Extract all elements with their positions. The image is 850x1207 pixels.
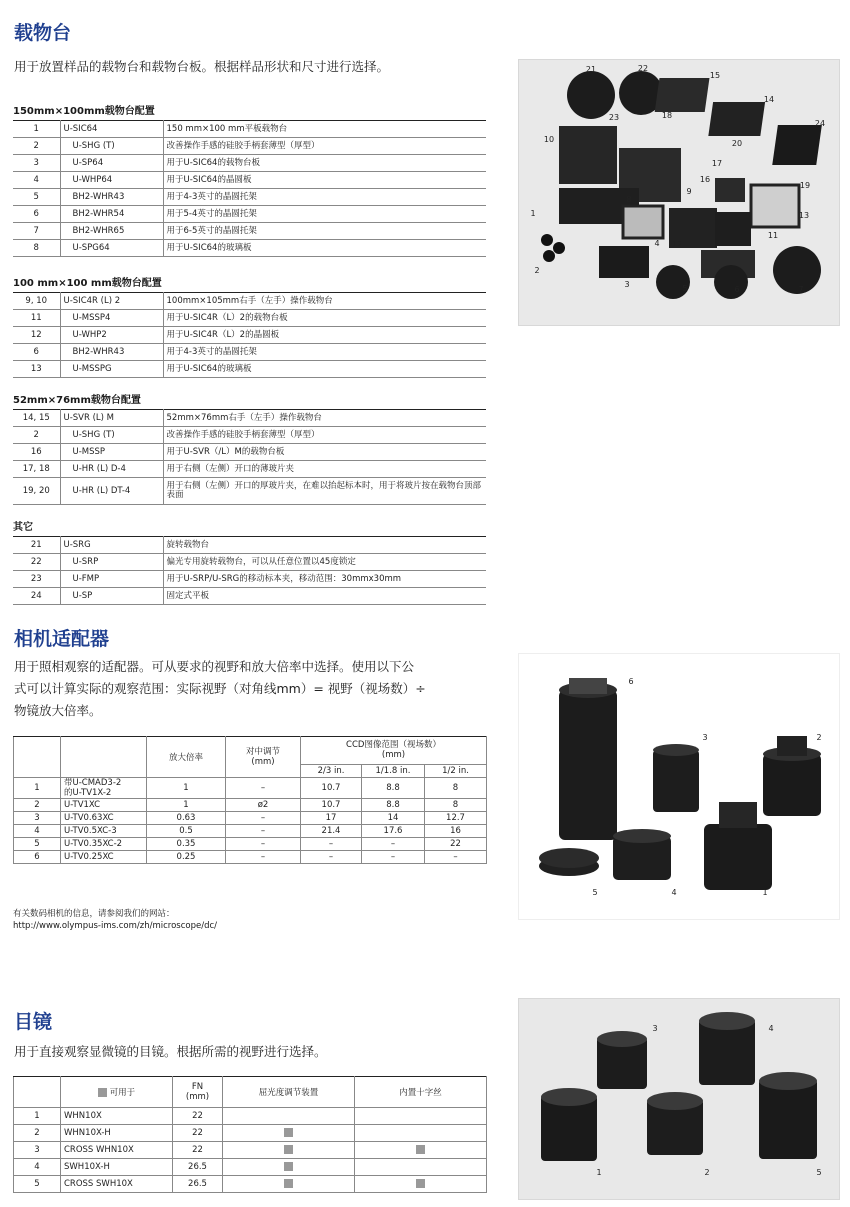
item-number: 6 — [13, 206, 60, 223]
ccd-118-value: 17.6 — [362, 825, 425, 838]
fn-value: 22 — [173, 1125, 223, 1142]
available-mark-icon — [284, 1162, 293, 1171]
camera-adapter-table — [13, 736, 487, 864]
item-number: 3 — [14, 812, 61, 825]
fn-value: 26.5 — [173, 1159, 223, 1176]
centering-value: – — [226, 778, 301, 799]
photo-callout-label: 9 — [686, 187, 692, 196]
item-description: 用于U-SRP/U-SRG的移动标本夹，移动范围：30mmx30mm — [163, 571, 486, 588]
crosshair-cell — [355, 1159, 487, 1176]
photo-callout-label: 11 — [767, 231, 779, 240]
ccd-118-value: – — [362, 851, 425, 864]
stage-config-table — [13, 536, 486, 605]
item-number: 9, 10 — [13, 293, 60, 310]
crosshair-cell — [355, 1176, 487, 1193]
item-number: 19, 20 — [13, 478, 60, 505]
table-row — [13, 478, 486, 505]
available-mark-icon — [284, 1128, 293, 1137]
available-mark-icon — [416, 1179, 425, 1188]
table-row — [13, 444, 486, 461]
stage-config-label: 其它 — [13, 522, 33, 533]
camera-header-magnification: 放大倍率 — [147, 737, 226, 778]
photo-callout-label: 7 — [798, 285, 804, 294]
photo-callout-label: 12 — [671, 240, 683, 249]
photo-callout-label: 24 — [814, 119, 826, 128]
crosshair-cell — [355, 1125, 487, 1142]
table-row — [14, 778, 487, 799]
table-row — [13, 571, 486, 588]
item-description: 用于4-3英寸的晶圆托架 — [163, 344, 486, 361]
ccd-118-value: 8.8 — [362, 799, 425, 812]
table-row — [13, 344, 486, 361]
model-name: U-MSSP — [60, 444, 163, 461]
available-mark-icon — [284, 1145, 293, 1154]
item-description: 100mm×105mm右手（左手）操作载物台 — [163, 293, 486, 310]
model-name: U-SRP — [60, 554, 163, 571]
eyepiece-header-usable — [61, 1077, 173, 1108]
item-description: 用于U-SVR（/L）M的载物台板 — [163, 444, 486, 461]
stage-intro: 用于放置样品的载物台和载物台板。根据样品形状和尺寸进行选择。 — [14, 59, 390, 74]
item-number: 3 — [14, 1142, 61, 1159]
model-name: U-TV0.35XC-2 — [61, 838, 147, 851]
table-row — [13, 223, 486, 240]
camera-note-text: 有关数码相机的信息，请参阅我们的网站： — [13, 909, 175, 919]
ccd-23-value: 10.7 — [301, 799, 362, 812]
eyepiece-header-crosshair: 内置十字丝 — [355, 1077, 487, 1108]
photo-callout-label: 16 — [699, 175, 711, 184]
photo-callout-label: 6 — [734, 285, 740, 294]
eyepiece-product-photo — [518, 998, 840, 1200]
photo-callout-label: 13 — [798, 211, 810, 220]
item-number: 24 — [13, 588, 60, 605]
model-name: U-SVR (L) M — [60, 410, 163, 427]
table-row — [13, 155, 486, 172]
item-number: 5 — [14, 1176, 61, 1193]
item-number: 5 — [14, 838, 61, 851]
item-number: 1 — [13, 121, 60, 138]
ccd-118-value: 14 — [362, 812, 425, 825]
table-row — [13, 361, 486, 378]
crosshair-cell — [355, 1142, 487, 1159]
item-description: 用于右侧（左侧）开口的厚玻片夹，在难以抬起标本时，用于将玻片按在载物台顶部表面 — [163, 478, 486, 505]
camera-header-ccd-23: 2/3 in. — [301, 764, 362, 777]
diopter-cell — [223, 1125, 355, 1142]
available-mark-icon — [416, 1145, 425, 1154]
stage-config-table — [13, 409, 486, 505]
crosshair-cell — [355, 1108, 487, 1125]
photo-callout-label: 10 — [543, 135, 555, 144]
eyepiece-header-usable-label: 可用于 — [109, 1088, 136, 1098]
item-number: 6 — [13, 344, 60, 361]
eyepiece-section-title: 目镜 — [14, 1011, 53, 1033]
centering-value: – — [226, 851, 301, 864]
item-number: 6 — [14, 851, 61, 864]
model-name: BH2-WHR54 — [60, 206, 163, 223]
model-name: U-WHP64 — [60, 172, 163, 189]
table-row — [14, 825, 487, 838]
eyepiece-header-blank — [14, 1077, 61, 1108]
photo-callout-label: 4 — [654, 239, 660, 248]
diopter-cell — [223, 1108, 355, 1125]
ccd-12-value: 8 — [425, 799, 487, 812]
camera-note-url[interactable]: http://www.olympus-ims.com/zh/microscope/dc/ — [13, 921, 218, 931]
photo-callout-label: 21 — [585, 65, 597, 74]
camera-intro-line: 物镜放大倍率。 — [14, 703, 102, 718]
table-row — [13, 461, 486, 478]
table-row — [14, 1108, 487, 1125]
item-description: 用于U-SIC64的玻璃板 — [163, 240, 486, 257]
item-description: 用于U-SIC64的载物台板 — [163, 155, 486, 172]
photo-callout-label: 6 — [628, 677, 634, 686]
item-number: 16 — [13, 444, 60, 461]
ccd-23-value: – — [301, 851, 362, 864]
table-row — [14, 1125, 487, 1142]
table-row — [13, 427, 486, 444]
item-description: 用于右侧（左侧）开口的薄玻片夹 — [163, 461, 486, 478]
item-description: 旋转载物台 — [163, 537, 486, 554]
table-row — [13, 121, 486, 138]
diopter-cell — [223, 1159, 355, 1176]
photo-callout-label: 20 — [731, 139, 743, 148]
stage-config-label: 52mm×76mm载物台配置 — [13, 395, 141, 406]
photo-callout-label: 3 — [702, 733, 708, 742]
model-name: U-SIC4R (L) 2 — [60, 293, 163, 310]
magnification-value: 0.35 — [147, 838, 226, 851]
eyepiece-table — [13, 1076, 487, 1193]
model-name: 带U-CMAD3-2 的U-TV1X-2 — [61, 778, 147, 799]
camera-header-ccd-118: 1/1.8 in. — [362, 764, 425, 777]
item-number: 1 — [14, 1108, 61, 1125]
model-name: BH2-WHR43 — [60, 344, 163, 361]
table-row — [13, 588, 486, 605]
photo-callout-label: 5 — [816, 1168, 822, 1177]
stage-section-title: 载物台 — [14, 22, 72, 44]
stage-config-label: 100 mm×100 mm载物台配置 — [13, 278, 162, 289]
table-row — [13, 410, 486, 427]
photo-callout-label: 1 — [530, 209, 536, 218]
camera-header-blank — [61, 737, 147, 778]
item-number: 12 — [13, 327, 60, 344]
item-number: 22 — [13, 554, 60, 571]
centering-value: – — [226, 812, 301, 825]
model-name: U-MSSPG — [60, 361, 163, 378]
model-name: U-SPG64 — [60, 240, 163, 257]
eyepiece-header-fn: FN (mm) — [173, 1077, 223, 1108]
item-number: 2 — [14, 1125, 61, 1142]
model-name: CROSS WHN10X — [61, 1142, 173, 1159]
ccd-12-value: 8 — [425, 778, 487, 799]
table-row — [13, 293, 486, 310]
table-row — [14, 1159, 487, 1176]
model-name: U-SP — [60, 588, 163, 605]
stage-photo-illustration — [519, 60, 839, 325]
item-number: 4 — [14, 1159, 61, 1176]
model-name: CROSS SWH10X — [61, 1176, 173, 1193]
magnification-value: 1 — [147, 799, 226, 812]
model-name: U-WHP2 — [60, 327, 163, 344]
item-description: 固定式平板 — [163, 588, 486, 605]
ccd-12-value: 22 — [425, 838, 487, 851]
diopter-cell — [223, 1176, 355, 1193]
model-name: U-TV1XC — [61, 799, 147, 812]
stage-config-table — [13, 120, 486, 257]
item-number: 7 — [13, 223, 60, 240]
photo-callout-label: 1 — [762, 888, 768, 897]
photo-callout-label: 5 — [682, 284, 688, 293]
photo-callout-label: 19 — [799, 181, 811, 190]
item-number: 3 — [13, 155, 60, 172]
photo-callout-label: 14 — [763, 95, 775, 104]
camera-header-ccd: CCD图像范围（视场数） (mm) — [301, 737, 487, 765]
item-description: 用于U-SIC64的晶圆板 — [163, 172, 486, 189]
item-number: 2 — [14, 799, 61, 812]
item-number: 8 — [13, 240, 60, 257]
item-description: 改善操作手感的硅胶手柄套薄型（厚型） — [163, 138, 486, 155]
item-description: 用于U-SIC4R（L）2的载物台板 — [163, 310, 486, 327]
eyepiece-photo-illustration — [519, 999, 839, 1199]
item-description: 用于6-5英寸的晶圆托架 — [163, 223, 486, 240]
fn-value: 22 — [173, 1108, 223, 1125]
photo-callout-label: 3 — [624, 280, 630, 289]
eyepiece-intro: 用于直接观察显微镜的目镜。根据所需的视野进行选择。 — [14, 1044, 327, 1059]
model-name: U-SHG (T) — [60, 138, 163, 155]
square-mark-icon — [98, 1088, 107, 1097]
item-number: 5 — [13, 189, 60, 206]
ccd-23-value: 10.7 — [301, 778, 362, 799]
ccd-12-value: 16 — [425, 825, 487, 838]
ccd-23-value: – — [301, 838, 362, 851]
model-name: SWH10X-H — [61, 1159, 173, 1176]
table-row — [13, 240, 486, 257]
table-row — [14, 812, 487, 825]
item-number: 2 — [13, 427, 60, 444]
model-name: WHN10X — [61, 1108, 173, 1125]
ccd-23-value: 21.4 — [301, 825, 362, 838]
photo-callout-label: 8 — [626, 195, 632, 204]
table-row — [13, 327, 486, 344]
item-description: 用于5-4英寸的晶圆托架 — [163, 206, 486, 223]
centering-value: ø2 — [226, 799, 301, 812]
model-name: U-SRG — [60, 537, 163, 554]
camera-photo-illustration — [519, 654, 839, 919]
table-row — [13, 206, 486, 223]
model-name: U-HR (L) DT-4 — [60, 478, 163, 505]
item-description: 52mm×76mm右手（左手）操作载物台 — [163, 410, 486, 427]
model-name: BH2-WHR43 — [60, 189, 163, 206]
camera-section-title: 相机适配器 — [14, 628, 110, 650]
photo-callout-label: 18 — [661, 111, 673, 120]
table-row — [14, 1142, 487, 1159]
item-description: 150 mm×100 mm平板载物台 — [163, 121, 486, 138]
item-number: 21 — [13, 537, 60, 554]
table-row — [13, 138, 486, 155]
photo-callout-label: 4 — [671, 888, 677, 897]
item-number: 11 — [13, 310, 60, 327]
item-description: 用于4-3英寸的晶圆托架 — [163, 189, 486, 206]
ccd-12-value: – — [425, 851, 487, 864]
ccd-12-value: 12.7 — [425, 812, 487, 825]
photo-callout-label: 2 — [816, 733, 822, 742]
table-row — [14, 838, 487, 851]
photo-callout-label: 15 — [709, 71, 721, 80]
item-description: 用于U-SIC64的玻璃板 — [163, 361, 486, 378]
camera-header-centering: 对中调节 (mm) — [226, 737, 301, 778]
camera-intro — [14, 656, 494, 722]
model-name: U-TV0.63XC — [61, 812, 147, 825]
photo-callout-label: 17 — [711, 159, 723, 168]
table-row — [13, 310, 486, 327]
table-row — [14, 1176, 487, 1193]
camera-note — [13, 908, 217, 932]
camera-header-ccd-12: 1/2 in. — [425, 764, 487, 777]
model-name: BH2-WHR65 — [60, 223, 163, 240]
item-description: 偏光专用旋转载物台，可以从任意位置以45度锁定 — [163, 554, 486, 571]
table-row — [14, 799, 487, 812]
available-mark-icon — [284, 1179, 293, 1188]
model-name: WHN10X-H — [61, 1125, 173, 1142]
magnification-value: 0.63 — [147, 812, 226, 825]
item-number: 1 — [14, 778, 61, 799]
photo-callout-label: 2 — [704, 1168, 710, 1177]
camera-intro-line: 式可以计算实际的观察范围：实际视野（对角线mm）= 视野（视场数）÷ — [14, 681, 426, 696]
item-number: 4 — [14, 825, 61, 838]
stage-product-photo — [518, 59, 840, 326]
photo-callout-label: 5 — [592, 888, 598, 897]
fn-value: 26.5 — [173, 1176, 223, 1193]
model-name: U-SP64 — [60, 155, 163, 172]
stage-config-label: 150mm×100mm载物台配置 — [13, 106, 155, 117]
table-row — [13, 189, 486, 206]
photo-callout-label: 1 — [596, 1168, 602, 1177]
item-number: 13 — [13, 361, 60, 378]
photo-callout-label: 4 — [768, 1024, 774, 1033]
fn-value: 22 — [173, 1142, 223, 1159]
camera-header-blank — [14, 737, 61, 778]
table-row — [13, 554, 486, 571]
model-name: U-TV0.5XC-3 — [61, 825, 147, 838]
model-name: U-FMP — [60, 571, 163, 588]
photo-callout-label: 2 — [534, 266, 540, 275]
centering-value: – — [226, 825, 301, 838]
magnification-value: 0.25 — [147, 851, 226, 864]
diopter-cell — [223, 1142, 355, 1159]
ccd-118-value: – — [362, 838, 425, 851]
item-number: 17, 18 — [13, 461, 60, 478]
item-number: 4 — [13, 172, 60, 189]
eyepiece-header-diopter: 屈光度调节装置 — [223, 1077, 355, 1108]
stage-config-table — [13, 292, 486, 378]
table-row — [13, 172, 486, 189]
magnification-value: 0.5 — [147, 825, 226, 838]
ccd-23-value: 17 — [301, 812, 362, 825]
item-description: 改善操作手感的硅胶手柄套薄型（厚型） — [163, 427, 486, 444]
model-name: U-SHG (T) — [60, 427, 163, 444]
camera-intro-line: 用于照相观察的适配器。可从要求的视野和放大倍率中选择。使用以下公 — [14, 659, 415, 674]
ccd-118-value: 8.8 — [362, 778, 425, 799]
model-name: U-MSSP4 — [60, 310, 163, 327]
item-description: 用于U-SIC4R（L）2的晶圆板 — [163, 327, 486, 344]
model-name: U-HR (L) D-4 — [60, 461, 163, 478]
photo-callout-label: 23 — [608, 113, 620, 122]
item-number: 14, 15 — [13, 410, 60, 427]
photo-callout-label: 3 — [652, 1024, 658, 1033]
photo-callout-label: 22 — [637, 64, 649, 73]
camera-product-photo — [518, 653, 840, 920]
magnification-value: 1 — [147, 778, 226, 799]
table-row — [13, 537, 486, 554]
item-number: 23 — [13, 571, 60, 588]
model-name: U-SIC64 — [60, 121, 163, 138]
model-name: U-TV0.25XC — [61, 851, 147, 864]
item-number: 2 — [13, 138, 60, 155]
centering-value: – — [226, 838, 301, 851]
table-row — [14, 851, 487, 864]
